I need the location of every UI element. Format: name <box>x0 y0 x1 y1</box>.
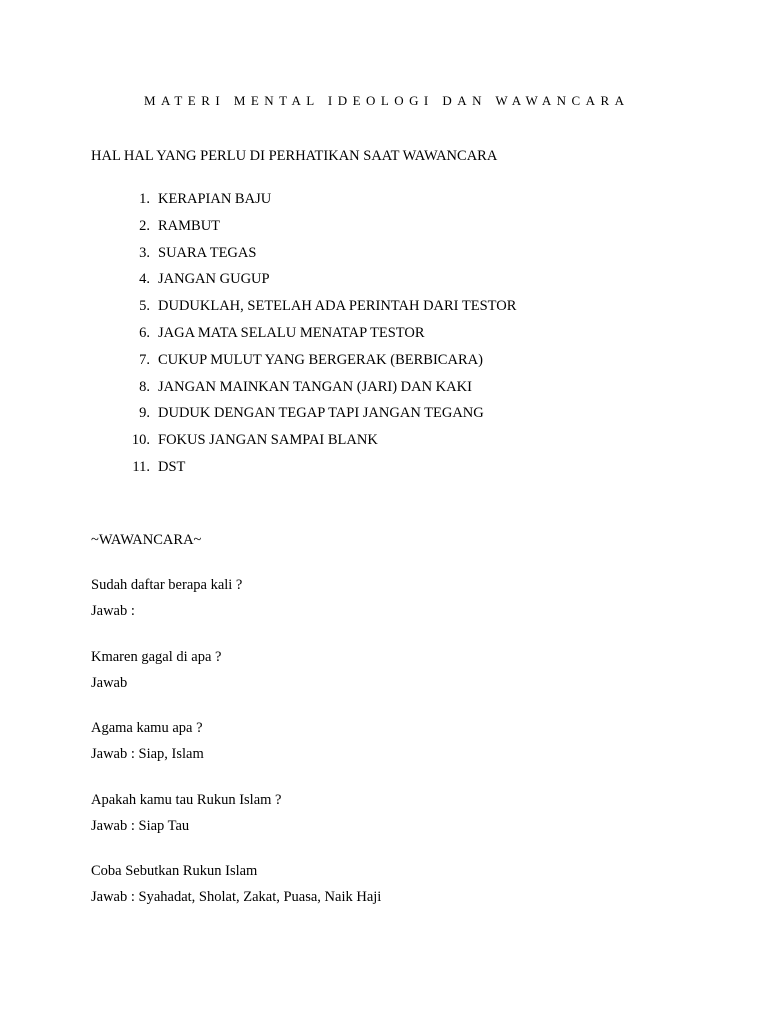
qa-item <box>91 861 381 933</box>
qa-answer: Jawab : Siap Tau <box>91 817 190 834</box>
list-item-text: RAMBUT <box>158 217 221 234</box>
list-item-text: DUDUK DENGAN TEGAP TAPI JANGAN TEGANG <box>158 405 484 422</box>
list-item-text: JANGAN GUGUP <box>158 271 270 288</box>
qa-question: Apakah kamu tau Rukun Islam ? <box>91 791 282 808</box>
list-item-text: KERAPIAN BAJU <box>158 191 272 207</box>
qa-question: Kmaren gagal di apa ? <box>91 648 222 665</box>
qa-question: Agama kamu apa ? <box>91 720 203 736</box>
qa-answer: Jawab : Syahadat, Sholat, Zakat, Puasa, Naik Haji <box>91 889 382 905</box>
list-item-number: 6. <box>139 324 150 341</box>
list-item-number: 10. <box>131 432 150 449</box>
qa-answer: Jawab : <box>91 603 135 619</box>
list-item-number: 7. <box>139 351 150 368</box>
document-title: MATERI MENTAL IDEOLOGI DAN WAWANCARA <box>143 93 630 108</box>
list-item-text: DUDUKLAH, SETELAH ADA PERINTAH DARI TESTOR <box>158 298 517 315</box>
list-item-text: DST <box>158 458 186 475</box>
qa-answer: Jawab : Siap, Islam <box>91 746 204 762</box>
list-item-text: FOKUS JANGAN SAMPAI BLANK <box>158 432 378 449</box>
interview-section-header: ~WAWANCARA~ <box>91 532 202 548</box>
list-item-text: CUKUP MULUT YANG BERGERAK (BERBICARA) <box>158 351 483 368</box>
qa-item <box>91 718 381 790</box>
list-item-number: 5. <box>139 298 150 315</box>
list-item-text: JAGA MATA SELALU MENATAP TESTOR <box>158 324 425 341</box>
interview-qa-list <box>91 575 381 933</box>
list-item-number: 11. <box>132 458 150 475</box>
qa-question: Coba Sebutkan Rukun Islam <box>91 863 258 879</box>
list-item-number: 8. <box>139 378 150 395</box>
list-item-number: 1. <box>139 191 150 207</box>
qa-item <box>91 647 381 719</box>
list-item-text: JANGAN MAINKAN TANGAN (JARI) DAN KAKI <box>158 378 472 395</box>
list-item-number: 9. <box>139 405 150 422</box>
list-item-number: 2. <box>139 217 150 234</box>
qa-answer: Jawab <box>91 674 128 691</box>
list-item-number: 3. <box>139 244 150 261</box>
qa-item <box>91 575 381 647</box>
list-item-number: 4. <box>139 271 150 288</box>
section-subtitle: HAL HAL YANG PERLU DI PERHATIKAN SAAT WAWANCARA <box>91 148 498 164</box>
list-item-text: SUARA TEGAS <box>158 244 257 261</box>
qa-item <box>91 790 381 862</box>
qa-question: Sudah daftar berapa kali ? <box>91 577 243 593</box>
